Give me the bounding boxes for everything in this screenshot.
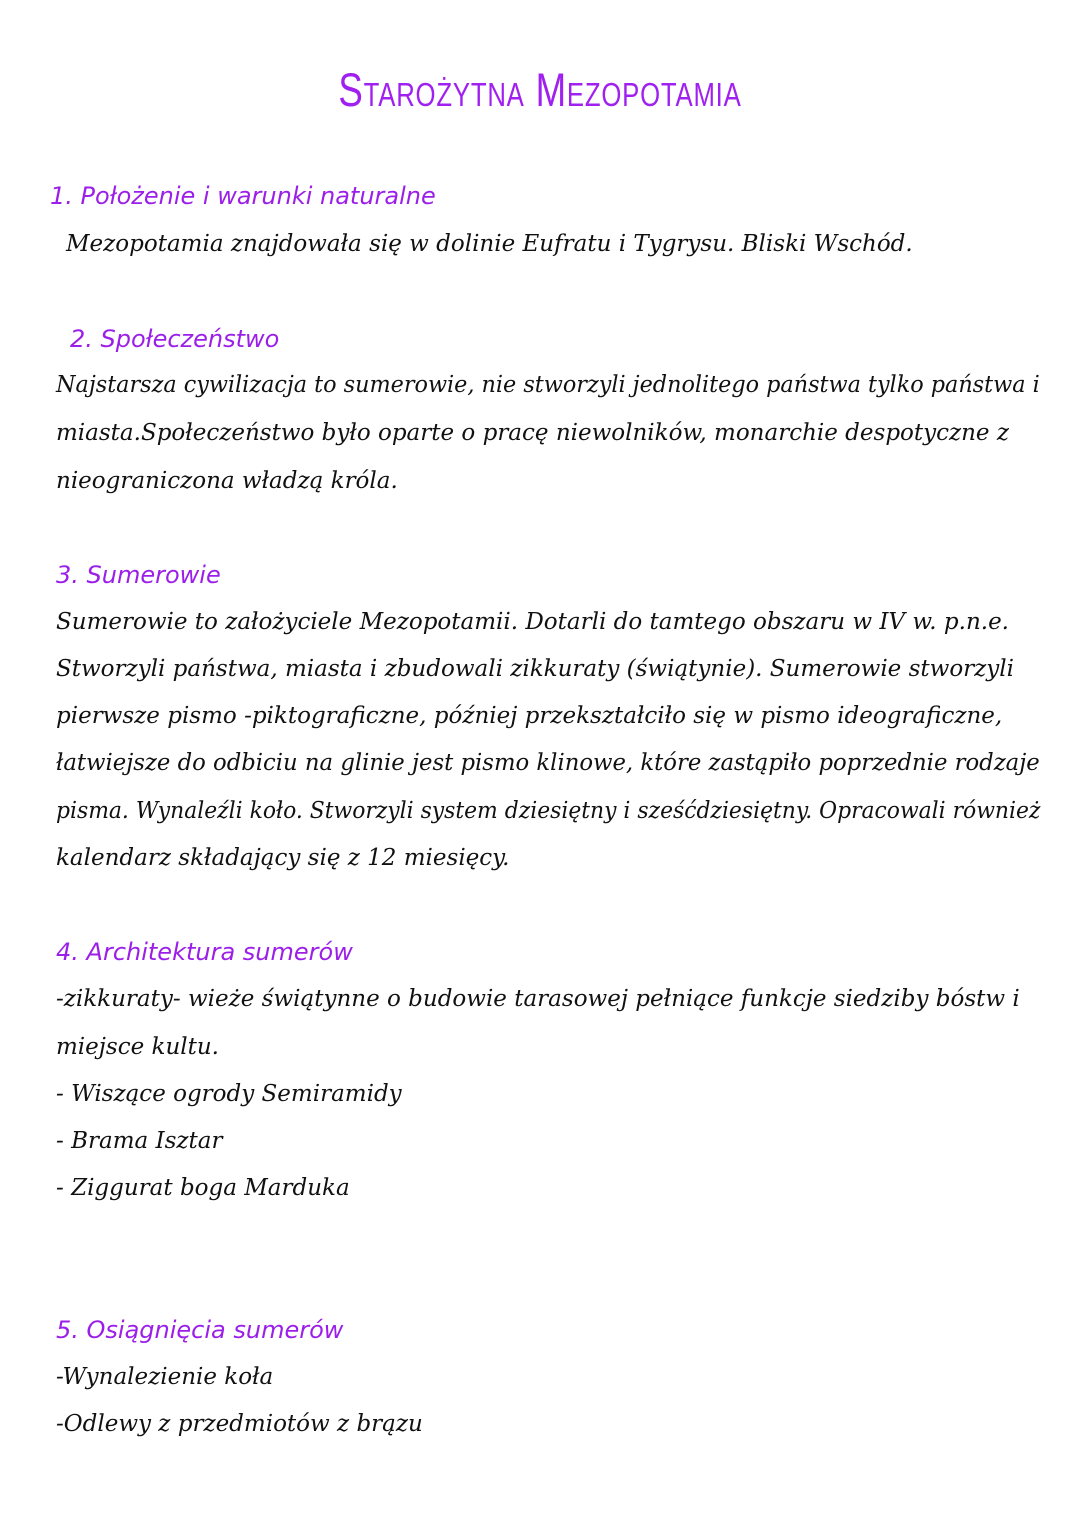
section-heading-3: 3. Sumerowie (56, 561, 221, 589)
section-2-line-2: miasta.Społeczeństwo było oparte o pracę niewolników, monarchie despotyczne z (56, 420, 1009, 446)
section-2-line-3: nieograniczona władzą króla. (56, 468, 398, 494)
section-4-line-1: -zikkuraty- wieże świątynne o budowie tarasowej pełniące funkcje siedziby bóstw i (56, 986, 1020, 1012)
section-3-line-3: pierwsze pismo -piktograficzne, później przekształciło się w pismo ideograficzne, (56, 703, 1003, 729)
section-heading-5: 5. Osiągnięcia sumerów (56, 1316, 344, 1344)
page-title: Starożytna Mezopotamia (338, 63, 742, 116)
section-4-line-2: miejsce kultu. (56, 1034, 219, 1060)
section-2-line-1: Najstarsza cywilizacja to sumerowie, nie stworzyli jednolitego państwa tylko państwa i (56, 372, 1040, 398)
section-3-line-6: kalendarz składający się z 12 miesięcy. (56, 845, 510, 871)
section-heading-1: 1. Położenie i warunki naturalne (50, 182, 436, 210)
section-4-line-4: - Brama Isztar (56, 1128, 223, 1154)
section-1-line-1: Mezopotamia znajdowała się w dolinie Eufratu i Tygrysu. Bliski Wschód. (66, 231, 913, 257)
section-heading-2: 2. Społeczeństwo (70, 325, 280, 353)
section-4-line-5: - Ziggurat boga Marduka (56, 1175, 350, 1201)
section-3-line-4: łatwiejsze do odbiciu na glinie jest pismo klinowe, które zastąpiło poprzednie rodzaje (56, 750, 1040, 776)
section-heading-4: 4. Architektura sumerów (56, 938, 353, 966)
section-4-line-3: - Wiszące ogrody Semiramidy (56, 1081, 402, 1107)
section-3-line-2: Stworzyli państwa, miasta i zbudowali zikkuraty (świątynie). Sumerowie stworzyli (56, 656, 1014, 682)
section-5-line-2: -Odlewy z przedmiotów z brązu (56, 1411, 423, 1437)
section-5-line-1: -Wynalezienie koła (56, 1364, 274, 1390)
section-3-line-1: Sumerowie to założyciele Mezopotamii. Dotarli do tamtego obszaru w IV w. p.n.e. (56, 609, 1009, 635)
section-3-line-5: pisma. Wynaleźli koło. Stworzyli system dziesiętny i sześćdziesiętny. Opracowali również (56, 798, 1041, 824)
